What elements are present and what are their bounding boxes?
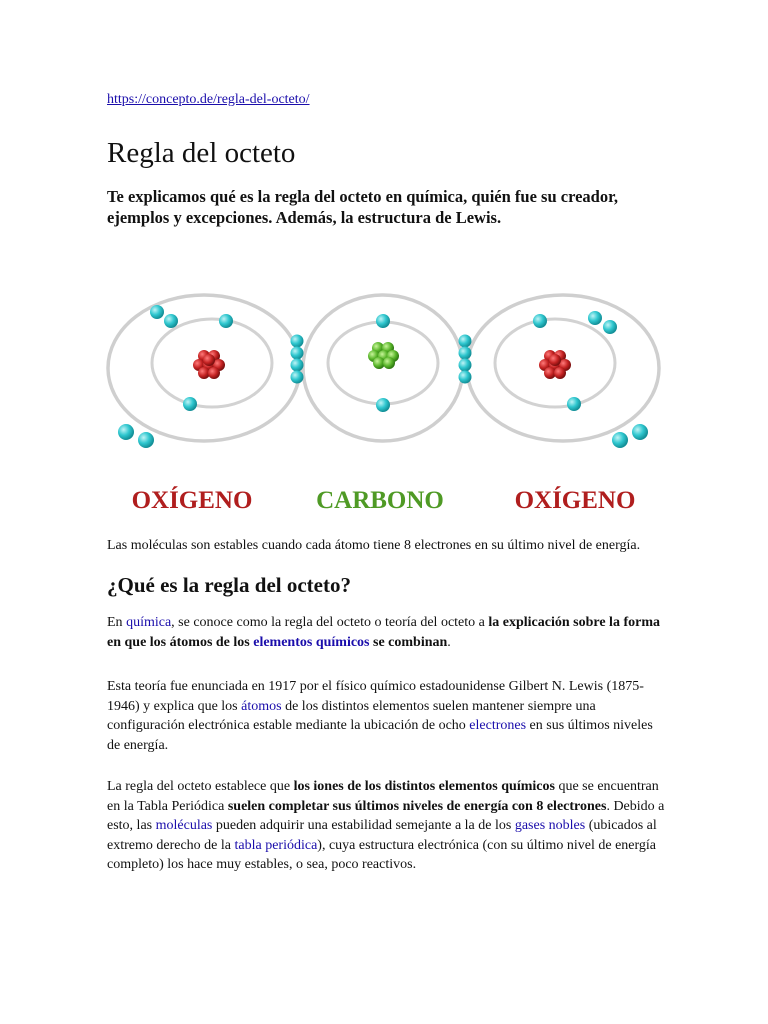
bold-text: se combinan (369, 634, 448, 650)
link-atomos[interactable]: átomos (241, 698, 282, 714)
text: Esta teoría fue enunciada en 1917 por el físico químico estadounidense Gilbert N. Lewis (1875-1946) y explica que los (107, 679, 644, 714)
carbon-atom (303, 295, 463, 441)
lead-paragraph: Te explicamos qué es la regla del octeto en química, quién fue su creador, ejemplos y excepciones. Además, la estructura de Lewis. (107, 187, 619, 227)
label-oxygen-right: OXÍGENO (514, 487, 636, 514)
text: . (447, 634, 451, 650)
text: . Debido a esto, las (107, 798, 665, 833)
link-tabla-periodica[interactable]: tabla periódica (234, 837, 318, 853)
link-quimica[interactable]: química (126, 615, 172, 630)
page-title: Regla del octeto (107, 137, 296, 169)
paragraph-rule (107, 777, 667, 875)
shared-electrons-right (459, 335, 472, 384)
text: , se conoce como la regla del octeto o teoría del octeto a (171, 615, 489, 630)
text: En (107, 615, 127, 630)
electrons-right-oxygen (533, 311, 648, 448)
label-carbon: CARBONO (316, 487, 444, 514)
link-gases-nobles[interactable]: gases nobles (514, 818, 586, 833)
bold-text: la explicación sobre la forma en que los átomos de los (107, 615, 660, 650)
text: La regla del octeto establece que (107, 779, 294, 794)
source-url-link[interactable]: https://concepto.de/regla-del-octeto/ (107, 92, 310, 107)
paragraph-definition (107, 613, 667, 652)
label-oxygen-left: OXÍGENO (131, 487, 253, 514)
bold-text: suelen completar sus últimos niveles de energía con 8 electrones (227, 798, 607, 814)
paragraph-history (107, 677, 667, 755)
bold-text: los iones de los distintos elementos químicos (293, 779, 555, 794)
carbon-nucleus (368, 342, 399, 369)
section-heading: ¿Qué es la regla del octeto? (107, 573, 351, 597)
link-moleculas[interactable]: moléculas (155, 818, 213, 833)
text: que se encuentran en la Tabla Periódica (107, 779, 659, 814)
link-electrones[interactable]: electrones (469, 718, 527, 733)
right-oxygen-atom (467, 295, 659, 448)
text: ), cuya estructura electrónica (con su último nivel de energía completo) los hace muy estables, o sea, poco reactivos. (107, 837, 657, 872)
left-oxygen-atom (108, 295, 300, 448)
oxygen-nucleus (539, 350, 571, 379)
octet-rule-diagram (100, 290, 670, 520)
text: pueden adquirir una estabilidad semejante a la de los (212, 818, 515, 833)
text: en sus últimos niveles de energía. (107, 718, 653, 753)
text: de los distintos elementos suelen mantener siempre una configuración electrónica estable mediante la ubicación de ocho (107, 698, 596, 733)
text: (ubicados al extremo derecho de la (107, 818, 657, 853)
image-caption: Las moléculas son estables cuando cada átomo tiene 8 electrones en su último nivel de energía. (107, 538, 641, 553)
shared-electrons-left (291, 335, 304, 384)
oxygen-nucleus (193, 350, 225, 379)
link-elementos-quimicos[interactable]: elementos químicos (253, 634, 370, 650)
